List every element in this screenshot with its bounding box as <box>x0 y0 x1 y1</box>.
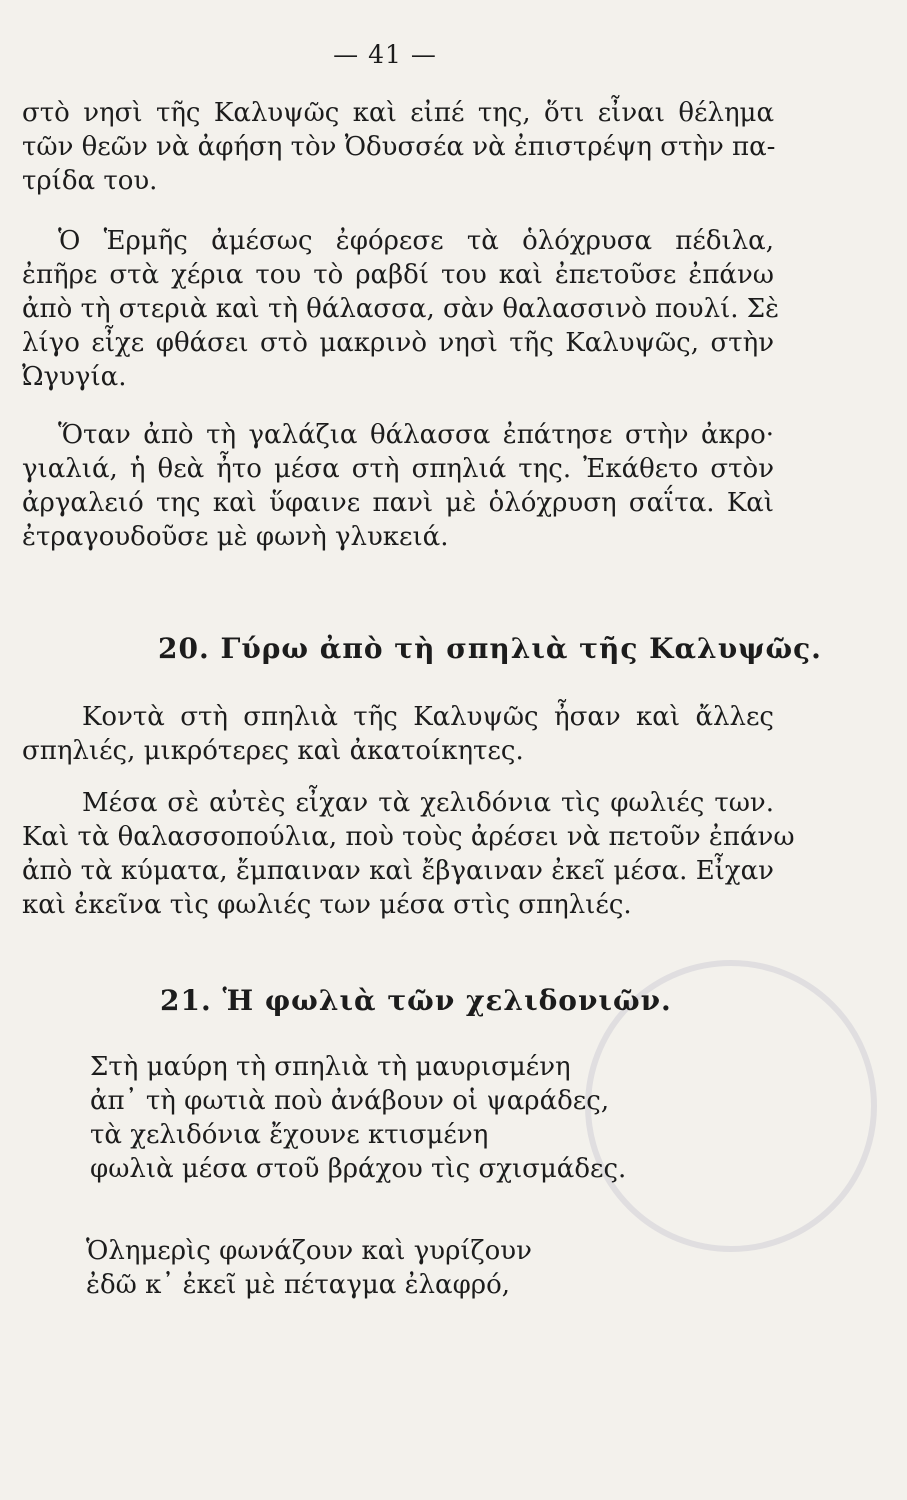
text-line: Καὶ τὰ θαλασσοπούλια, ποὺ τοὺς ἀρέσει νὰ πετοῦν ἐπάνω <box>22 822 795 852</box>
paragraph-1 <box>22 96 774 198</box>
poem-line: φωλιὰ μέσα στοῦ βράχου τὶς σχισμάδες. <box>90 1154 627 1184</box>
poem-line: ἐδῶ κ᾿ ἐκεῖ μὲ πέταγμα ἐλαφρό, <box>86 1270 510 1300</box>
text-line: τῶν θεῶν νὰ ἀφήση τὸν Ὀδυσσέα νὰ ἐπιστρέψη στὴν πα- <box>22 132 776 162</box>
text-line: Ὁ Ἑρμῆς ἀμέσως ἐφόρεσε τὰ ὁλόχρυσα πέδιλα, <box>58 226 774 256</box>
text-line: ἀπὸ τὰ κύματα, ἔμπαιναν καὶ ἔβγαιναν ἐκεῖ μέσα. Εἶχαν <box>22 856 774 886</box>
text-line: Κοντὰ στὴ σπηλιὰ τῆς Καλυψῶς ἦσαν καὶ ἄλλες <box>82 702 774 732</box>
poem-line: Στὴ μαύρη τὴ σπηλιὰ τὴ μαυρισμένη <box>90 1052 571 1082</box>
text-line: Μέσα σὲ αὐτὲς εἶχαν τὰ χελιδόνια τὶς φωλιές των. <box>82 788 774 818</box>
poem-stanza-1 <box>90 1050 730 1186</box>
text-line: τρίδα του. <box>22 166 158 196</box>
paragraph-5 <box>22 786 795 922</box>
text-line: γιαλιά, ἡ θεὰ ἦτο μέσα στὴ σπηλιά της. Ἐκάθετο στὸν <box>22 454 774 484</box>
text-line: ἐπῆρε στὰ χέρια του τὸ ραβδί του καὶ ἐπετοῦσε ἐπάνω <box>22 260 774 290</box>
text-line: ἐτραγουδοῦσε μὲ φωνὴ γλυκειά. <box>22 522 449 552</box>
paragraph-2 <box>22 224 780 394</box>
section-heading-20: 20. Γύρω ἀπὸ τὴ σπηλιὰ τῆς Καλυψῶς. <box>158 632 822 665</box>
paragraph-3 <box>22 418 774 554</box>
poem-stanza-2 <box>86 1234 726 1302</box>
poem-line: Ὁλημερὶς φωνάζουν καὶ γυρίζουν <box>86 1236 532 1266</box>
section-heading-21: 21. Ἡ φωλιὰ τῶν χελιδονιῶν. <box>160 984 672 1017</box>
text-line: Ὠγυγία. <box>22 362 127 392</box>
text-line: λίγο εἶχε φθάσει στὸ μακρινὸ νησὶ τῆς Καλυψῶς, στὴν <box>22 328 774 358</box>
page-number: — 41 — <box>333 40 437 69</box>
poem-line: ἀπ᾿ τὴ φωτιὰ ποὺ ἀνάβουν οἱ ψαράδες, <box>90 1086 610 1116</box>
text-line: ἀπὸ τὴ στεριὰ καὶ τὴ θάλασσα, σὰν θαλασσινὸ πουλί. Σὲ <box>22 294 780 324</box>
paragraph-4 <box>22 700 774 768</box>
text-line: σπηλιές, μικρότερες καὶ ἀκατοίκητες. <box>22 736 524 766</box>
text-line: Ὅταν ἀπὸ τὴ γαλάζια θάλασσα ἐπάτησε στὴν ἀκρο· <box>58 420 774 450</box>
text-line: ἀργαλειό της καὶ ὕφαινε πανὶ μὲ ὁλόχρυση σαΐτα. Καὶ <box>22 488 774 518</box>
poem-line: τὰ χελιδόνια ἔχουνε κτισμένη <box>90 1120 489 1150</box>
text-line: στὸ νησὶ τῆς Καλυψῶς καὶ εἰπέ της, ὅτι εἶναι θέλημα <box>22 98 774 128</box>
text-line: καὶ ἐκεῖνα τὶς φωλιές των μέσα στὶς σπηλιές. <box>22 890 632 920</box>
